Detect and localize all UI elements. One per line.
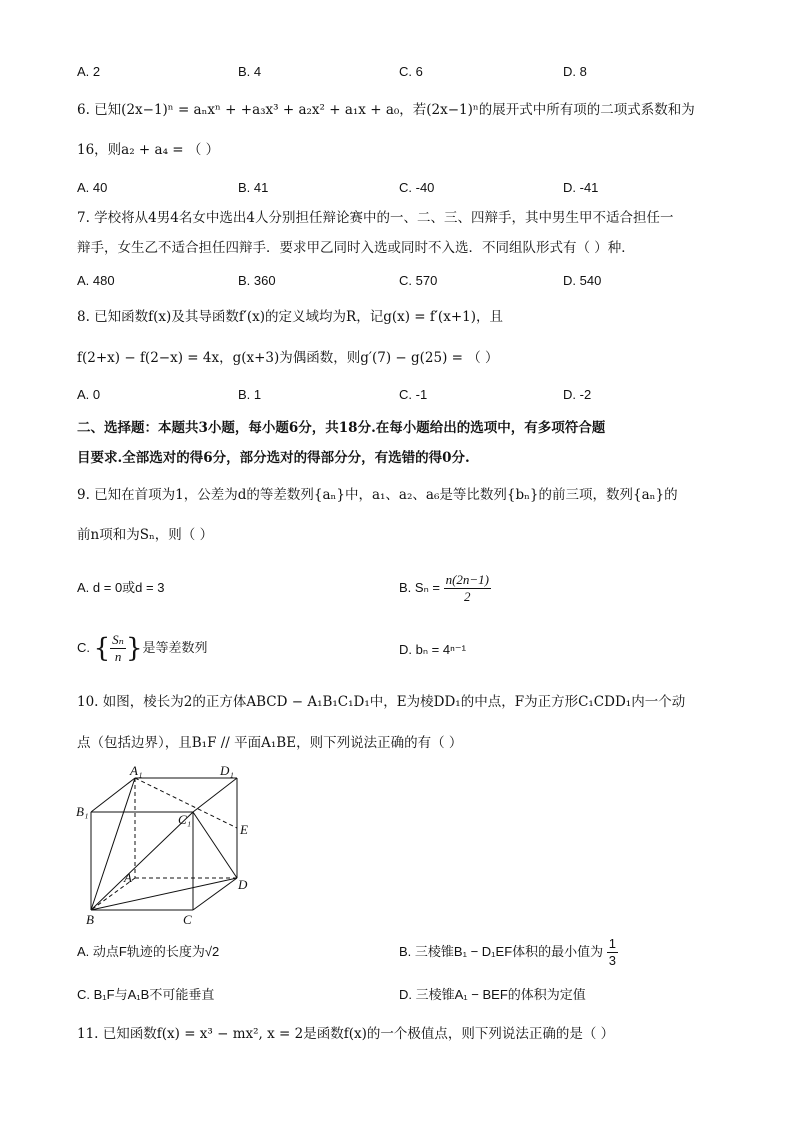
edge-d1-c1 [193,778,237,812]
q6-option-a: A. 40 [77,180,108,195]
q9-option-c-numerator: Sₙ [112,632,124,648]
q10-option-b-numerator: 1 [608,936,617,952]
q5-option-d: D. 8 [563,64,587,79]
q9-option-b-prefix: B. Sₙ = [399,580,440,595]
q10-option-d: D. 三棱锥A₁ − BEF的体积为定值 [399,987,586,1002]
q8-stem-line2: f(2+x) − f(2−x) = 4x，g(x+3)为偶函数，则g′(7) − g(25) = （ ） [77,350,499,366]
q9-option-c-suffix: 是等差数列 [142,640,208,655]
q10-option-b-denominator: 3 [608,953,617,969]
segment-a1-b [91,778,135,910]
label-c: C [183,912,192,927]
q9-option-c-prefix: C. [77,640,90,655]
edge-a1-b1 [91,778,135,812]
q8-option-a: A. 0 [77,387,101,402]
q8-stem-line1: 8. 已知函数f(x)及其导函数f′(x)的定义域均为R，记g(x) = f′(x+1)，且 [77,309,503,325]
q10-option-b-fraction [607,936,618,969]
label-e: E [240,822,248,837]
q9-option-d: D. bₙ = 4ⁿ⁻¹ [399,642,466,657]
label-b: B [86,912,94,927]
q6-option-d: D. -41 [563,180,599,195]
section2-heading-line2: 目要求.全部选对的得6分，部分选对的得部分分，有选错的得0分. [77,450,470,466]
cube-figure [70,764,260,930]
label-a: A [124,870,132,885]
q5-option-c: C. 6 [399,64,423,79]
section2-heading-line1: 二、选择题：本题共3小题，每小题6分，共18分.在每小题给出的选项中，有多项符合题 [77,420,606,436]
segment-c1-d [193,812,237,878]
label-d1: D₁ [220,764,234,778]
q6-stem-line1: 6. 已知(2x−1)ⁿ = aₙxⁿ + +a₃x³ + a₂x² + a₁x + a₀，若(2x−1)ⁿ的展开式中所有项的二项式系数和为 [77,102,695,118]
q10-option-b [399,933,618,971]
q10-option-c: C. B₁F与A₁B不可能垂直 [77,987,215,1002]
q9-stem-line2: 前n项和为Sₙ，则（ ） [77,527,214,543]
q10-option-b-prefix: B. 三棱锥B₁ − D₁EF体积的最小值为 [399,944,604,959]
q9-stem-line1: 9. 已知在首项为1，公差为d的等差数列{aₙ}中，a₁、a₂、a₆是等比数列{bₙ}的前三项，数列{aₙ}的 [77,487,678,503]
q9-option-c-fraction [110,632,126,665]
q10-stem-line1: 10. 如图，棱长为2的正方体ABCD − A₁B₁C₁D₁中，E为棱DD₁的中点，F为正方形C₁CDD₁内一个动 [77,694,686,710]
q11-stem-line1: 11. 已知函数f(x) = x³ − mx², x = 2是函数f(x)的一个极值点，则下列说法正确的是（ ） [77,1026,615,1042]
left-brace: { [93,633,111,664]
q10-stem-line2: 点（包括边界），且B₁F // 平面A₁BE，则下列说法正确的有（ ） [77,735,463,751]
q7-stem-line1: 7. 学校将从4男4名女中选出4人分别担任辩论赛中的一、二、三、四辩手，其中男生甲不适合担任一 [77,210,674,226]
q6-option-c: C. -40 [399,180,435,195]
q7-option-c: C. 570 [399,273,438,288]
q6-option-b: B. 41 [238,180,269,195]
label-d: D [238,877,248,892]
q9-option-c-denominator: n [114,649,122,665]
label-a1: A₁ [130,764,143,778]
right-brace: } [125,633,143,664]
q10-option-a: A. 动点F轨迹的长度为√2 [77,944,220,959]
q9-option-c [77,629,208,668]
label-b1: B₁ [76,804,89,819]
q9-option-a: A. d = 0或d = 3 [77,580,165,595]
q7-option-d: D. 540 [563,273,602,288]
q7-option-a: A. 480 [77,273,115,288]
q8-option-c: C. -1 [399,387,428,402]
q6-stem-line2: 16，则a₂ + a₄ = （ ） [77,142,220,158]
q9-option-b-denominator: 2 [464,589,471,605]
q7-option-b: B. 360 [238,273,276,288]
label-c1: C₁ [178,812,192,827]
q7-stem-line2: 辩手，女生乙不适合担任四辩手．要求甲乙同时入选或同时不入选．不同组队形式有（ ）种． [77,240,635,256]
q5-option-b: B. 4 [238,64,262,79]
q8-option-d: D. -2 [563,387,592,402]
q9-option-b-fraction [444,572,491,605]
q9-option-b [399,569,491,607]
q9-option-b-numerator: n(2n−1) [445,572,490,588]
q5-option-a: A. 2 [77,64,101,79]
q8-option-b: B. 1 [238,387,262,402]
